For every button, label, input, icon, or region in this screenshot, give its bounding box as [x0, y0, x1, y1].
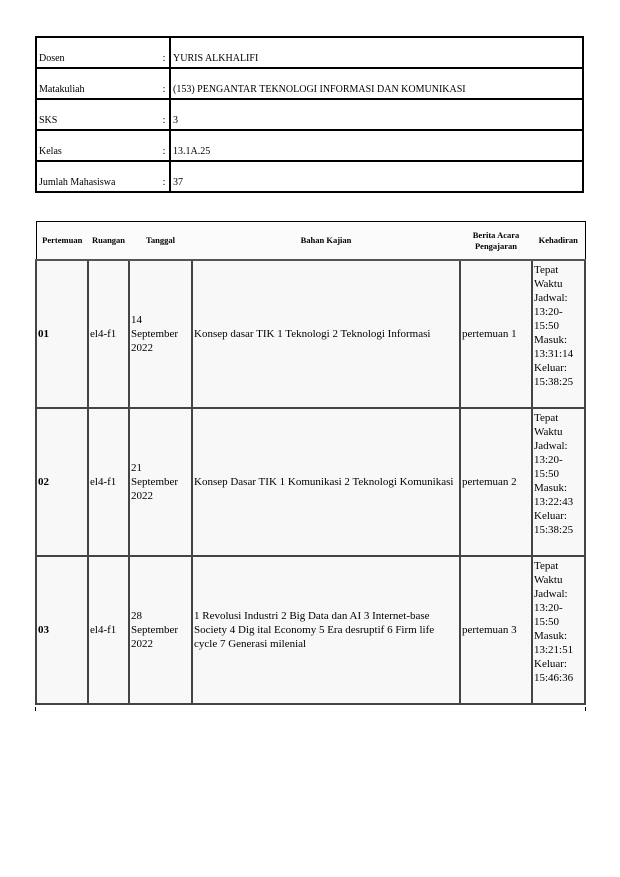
- cell-kehadiran: Tepat Waktu Jadwal: 13:20-15:50 Masuk: 13:21:51 Keluar: 15:46:36: [532, 556, 585, 704]
- colon: :: [159, 161, 170, 192]
- cell-berita-acara: pertemuan 3: [460, 556, 532, 704]
- info-row-kelas: [36, 130, 583, 161]
- cell-tanggal: 14 September 2022: [129, 260, 192, 408]
- cell-berita-acara: pertemuan 1: [460, 260, 532, 408]
- table-row: [36, 408, 585, 556]
- matakuliah-label: Matakuliah: [36, 68, 159, 99]
- matakuliah-value: (153) PENGANTAR TEKNOLOGI INFORMASI DAN KOMUNIKASI: [170, 68, 583, 99]
- cell-pertemuan: 02: [36, 408, 88, 556]
- cell-tanggal: 21 September 2022: [129, 408, 192, 556]
- header-pertemuan: Pertemuan: [36, 222, 88, 261]
- course-info-table: [35, 36, 584, 193]
- kelas-value: 13.1A.25: [170, 130, 583, 161]
- colon: :: [159, 99, 170, 130]
- cell-bahan-kajian: 1 Revolusi Industri 2 Big Data dan AI 3 Internet-base Society 4 Dig ital Economy 5 Era desruptif 6 Firm life cycle 7 Generasi milenial: [192, 556, 460, 704]
- attendance-table: [35, 221, 586, 705]
- cell-tanggal: 28 September 2022: [129, 556, 192, 704]
- jumlah-value: 37: [170, 161, 583, 192]
- header-ruangan: Ruangan: [88, 222, 129, 261]
- header-bahan-kajian: Bahan Kajian: [192, 222, 460, 261]
- cell-ruangan: el4-f1: [88, 260, 129, 408]
- table-row: [36, 260, 585, 408]
- header-kehadiran: Kehadiran: [532, 222, 585, 261]
- info-row-matakuliah: [36, 68, 583, 99]
- dosen-label: Dosen: [36, 37, 159, 68]
- table-continuation: [35, 707, 586, 711]
- cell-pertemuan: 03: [36, 556, 88, 704]
- table-row: [36, 556, 585, 704]
- jumlah-label: Jumlah Mahasiswa: [36, 161, 159, 192]
- header-berita-acara: Berita Acara Pengajaran: [460, 222, 532, 261]
- cell-berita-acara: pertemuan 2: [460, 408, 532, 556]
- header-tanggal: Tanggal: [129, 222, 192, 261]
- cell-ruangan: el4-f1: [88, 408, 129, 556]
- kelas-label: Kelas: [36, 130, 159, 161]
- info-row-jumlah: [36, 161, 583, 192]
- cell-bahan-kajian: Konsep dasar TIK 1 Teknologi 2 Teknologi Informasi: [192, 260, 460, 408]
- cell-kehadiran: Tepat Waktu Jadwal: 13:20-15:50 Masuk: 13:22:43 Keluar: 15:38:25: [532, 408, 585, 556]
- cell-kehadiran: Tepat Waktu Jadwal: 13:20-15:50 Masuk: 13:31:14 Keluar: 15:38:25: [532, 260, 585, 408]
- table-header-row: [36, 222, 585, 261]
- cell-ruangan: el4-f1: [88, 556, 129, 704]
- colon: :: [159, 68, 170, 99]
- cell-bahan-kajian: Konsep Dasar TIK 1 Komunikasi 2 Teknologi Komunikasi: [192, 408, 460, 556]
- info-row-sks: [36, 99, 583, 130]
- colon: :: [159, 130, 170, 161]
- dosen-value: YURIS ALKHALIFI: [170, 37, 583, 68]
- colon: :: [159, 37, 170, 68]
- sks-label: SKS: [36, 99, 159, 130]
- cell-pertemuan: 01: [36, 260, 88, 408]
- info-row-dosen: [36, 37, 583, 68]
- sks-value: 3: [170, 99, 583, 130]
